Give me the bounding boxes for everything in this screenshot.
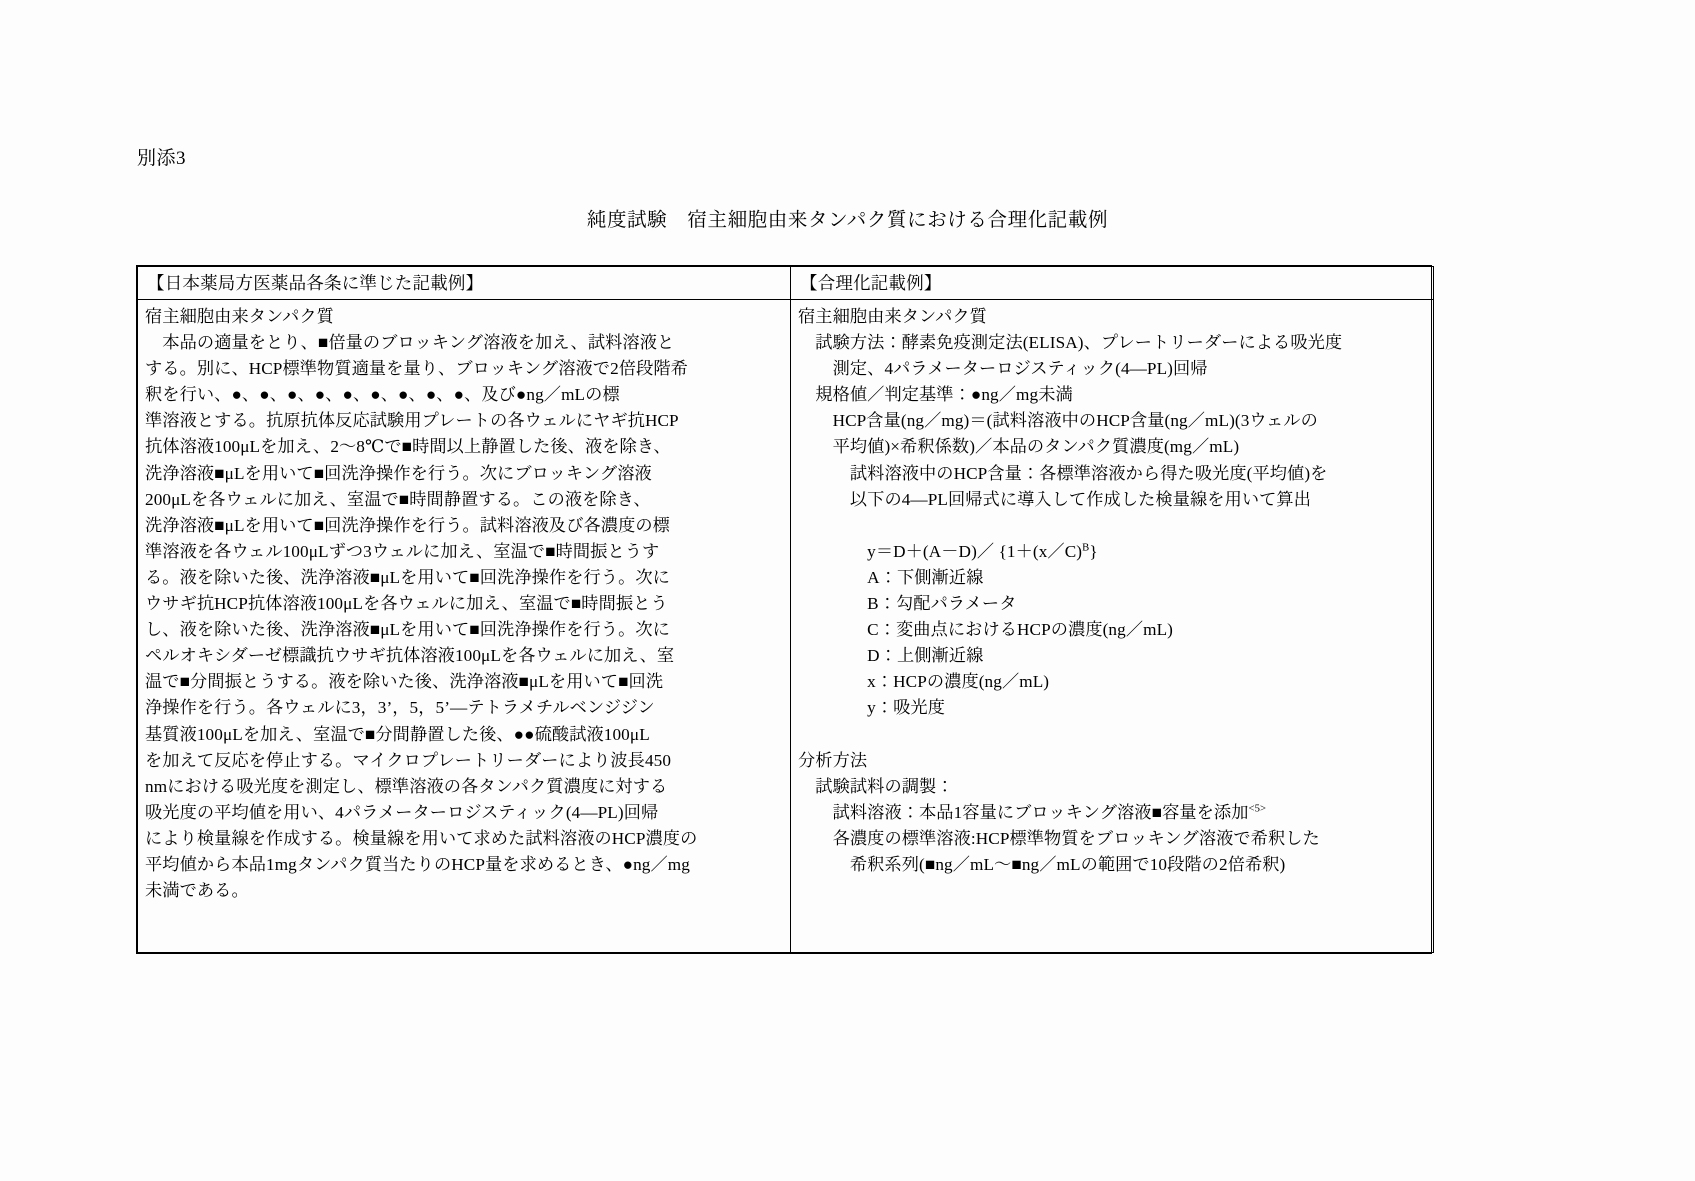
text-line: 試験試料の調製：: [798, 776, 954, 796]
text-line: 洗浄溶液■μLを用いて■回洗浄操作を行う。試料溶液及び各濃度の標: [145, 515, 670, 535]
line-spacer: [798, 513, 1428, 539]
text-line: し、液を除いた後、洗浄溶液■μLを用いて■回洗浄操作を行う。次に: [145, 620, 670, 640]
analysis-heading: 分析方法: [798, 750, 868, 770]
formula-parameter: D：上側漸近線: [798, 646, 984, 666]
text-line: 浄操作を行う。各ウェルに3，3’，5，5’―テトラメチルベンジジン: [145, 698, 655, 718]
table-row: [138, 300, 1434, 953]
text-line: 抗体溶液100μLを加え、2～8℃で■時間以上静置した後、液を除き、: [145, 437, 671, 457]
text-line: 洗浄溶液■μLを用いて■回洗浄操作を行う。次にブロッキング溶液: [145, 463, 652, 483]
section-heading: 宿主細胞由来タンパク質: [798, 307, 987, 326]
text-line: 試料溶液：本品1容量にブロッキング溶液■容量を添加$^{<5>}$: [798, 802, 1267, 822]
comparison-table-container: [136, 265, 1432, 954]
comparison-table: [137, 266, 1434, 953]
text-line: 希釈系列(■ng／mL～■ng／mLの範囲で10段階の2倍希釈): [798, 854, 1286, 874]
text-line: 平均値から本品1mgタンパク質当たりのHCP量を求めるとき、●ng／mg: [145, 854, 690, 874]
text-line: ウサギ抗HCP抗体溶液100μLを各ウェルに加え、室温で■時間振とう: [145, 594, 668, 614]
text-line: 準溶液とする。抗原抗体反応試験用プレートの各ウェルにヤギ抗HCP: [145, 411, 679, 431]
text-line: 試料溶液中のHCP含量：各標準溶液から得た吸光度(平均値)を: [798, 463, 1328, 483]
conventional-text-block: [145, 304, 785, 904]
text-line: 規格値／判定基準：●ng／mg未満: [798, 385, 1073, 405]
text-line: ペルオキシダーゼ標識抗ウサギ抗体溶液100μLを各ウェルに加え、室: [145, 646, 675, 666]
cell-streamlined-description: [791, 300, 1434, 953]
formula-parameter: x：HCPの濃度(ng／mL): [798, 672, 1050, 692]
text-line: 準溶液を各ウェル100μLずつ3ウェルに加え、室温で■時間振とうす: [145, 541, 660, 561]
text-line: る。液を除いた後、洗浄溶液■μLを用いて■回洗浄操作を行う。次に: [145, 567, 670, 587]
text-line: により検量線を作成する。検量線を用いて求めた試料溶液のHCP濃度の: [145, 828, 698, 848]
text-line: HCP含量(ng／mg)＝(試料溶液中のHCP含量(ng／mL)(3ウェルの: [798, 411, 1318, 431]
text-line: を加えて反応を停止する。マイクロプレートリーダーにより波長450: [145, 750, 672, 770]
cell-conventional-description: [138, 300, 791, 953]
text-line: 試験方法：酵素免疫測定法(ELISA)、プレートリーダーによる吸光度: [798, 333, 1343, 353]
formula-parameter: B：勾配パラメータ: [798, 594, 1017, 614]
text-line: 各濃度の標準溶液:HCP標準物質をブロッキング溶液で希釈した: [798, 828, 1320, 848]
table-body: [138, 300, 1434, 953]
text-line: 以下の4―PL回帰式に導入して作成した検量線を用いて算出: [798, 489, 1312, 509]
table-head: [138, 267, 1434, 300]
text-line: 基質液100μLを加え、室温で■分間静置した後、●●硫酸試液100μL: [145, 724, 650, 744]
text-line: nmにおける吸光度を測定し、標準溶液の各タンパク質濃度に対する: [145, 776, 668, 796]
text-line: する。別に、HCP標準物質適量を量り、ブロッキング溶液で2倍段階希: [145, 359, 688, 379]
formula-parameter: y：吸光度: [798, 698, 945, 718]
table-header-row: [138, 267, 1434, 300]
text-line: 平均値)×希釈係数)／本品のタンパク質濃度(mg／mL): [798, 437, 1240, 457]
text-line: 吸光度の平均値を用い、4パラメーターロジスティック(4―PL)回帰: [145, 802, 659, 822]
text-line: 測定、4パラメーターロジスティック(4―PL)回帰: [798, 359, 1208, 379]
text-line: 未満である。: [145, 881, 249, 901]
line-spacer: [798, 722, 1428, 748]
text-line: 本品の適量をとり、■倍量のブロッキング溶液を加え、試料溶液と: [145, 333, 675, 353]
streamlined-text-block: [798, 304, 1428, 878]
footnote-marker: <5>: [1248, 803, 1267, 815]
formula-parameter: A：下側漸近線: [798, 567, 984, 587]
column-header-streamlined: 【合理化記載例】: [791, 267, 1434, 300]
text-line: 釈を行い、●、●、●、●、●、●、●、●、●、及び●ng／mLの標: [145, 385, 620, 405]
attachment-label: 別添3: [137, 148, 187, 169]
text-line: 200μLを各ウェルに加え、室温で■時間静置する。この液を除き、: [145, 489, 651, 509]
column-header-conventional: 【日本薬局方医薬品各条に準じた記載例】: [138, 267, 791, 300]
formula-parameter: C：変曲点におけるHCPの濃度(ng／mL): [798, 620, 1174, 640]
page-title: 純度試験 宿主細胞由来タンパク質における合理化記載例: [586, 210, 1109, 231]
formula-exponent: B: [1082, 542, 1090, 554]
section-heading: 宿主細胞由来タンパク質: [145, 307, 334, 326]
regression-formula: y＝D＋(A－D)／ {1＋(x／C)$^B$}: [798, 541, 1098, 561]
text-line: 温で■分間振とうする。液を除いた後、洗浄溶液■μLを用いて■回洗: [145, 672, 664, 692]
